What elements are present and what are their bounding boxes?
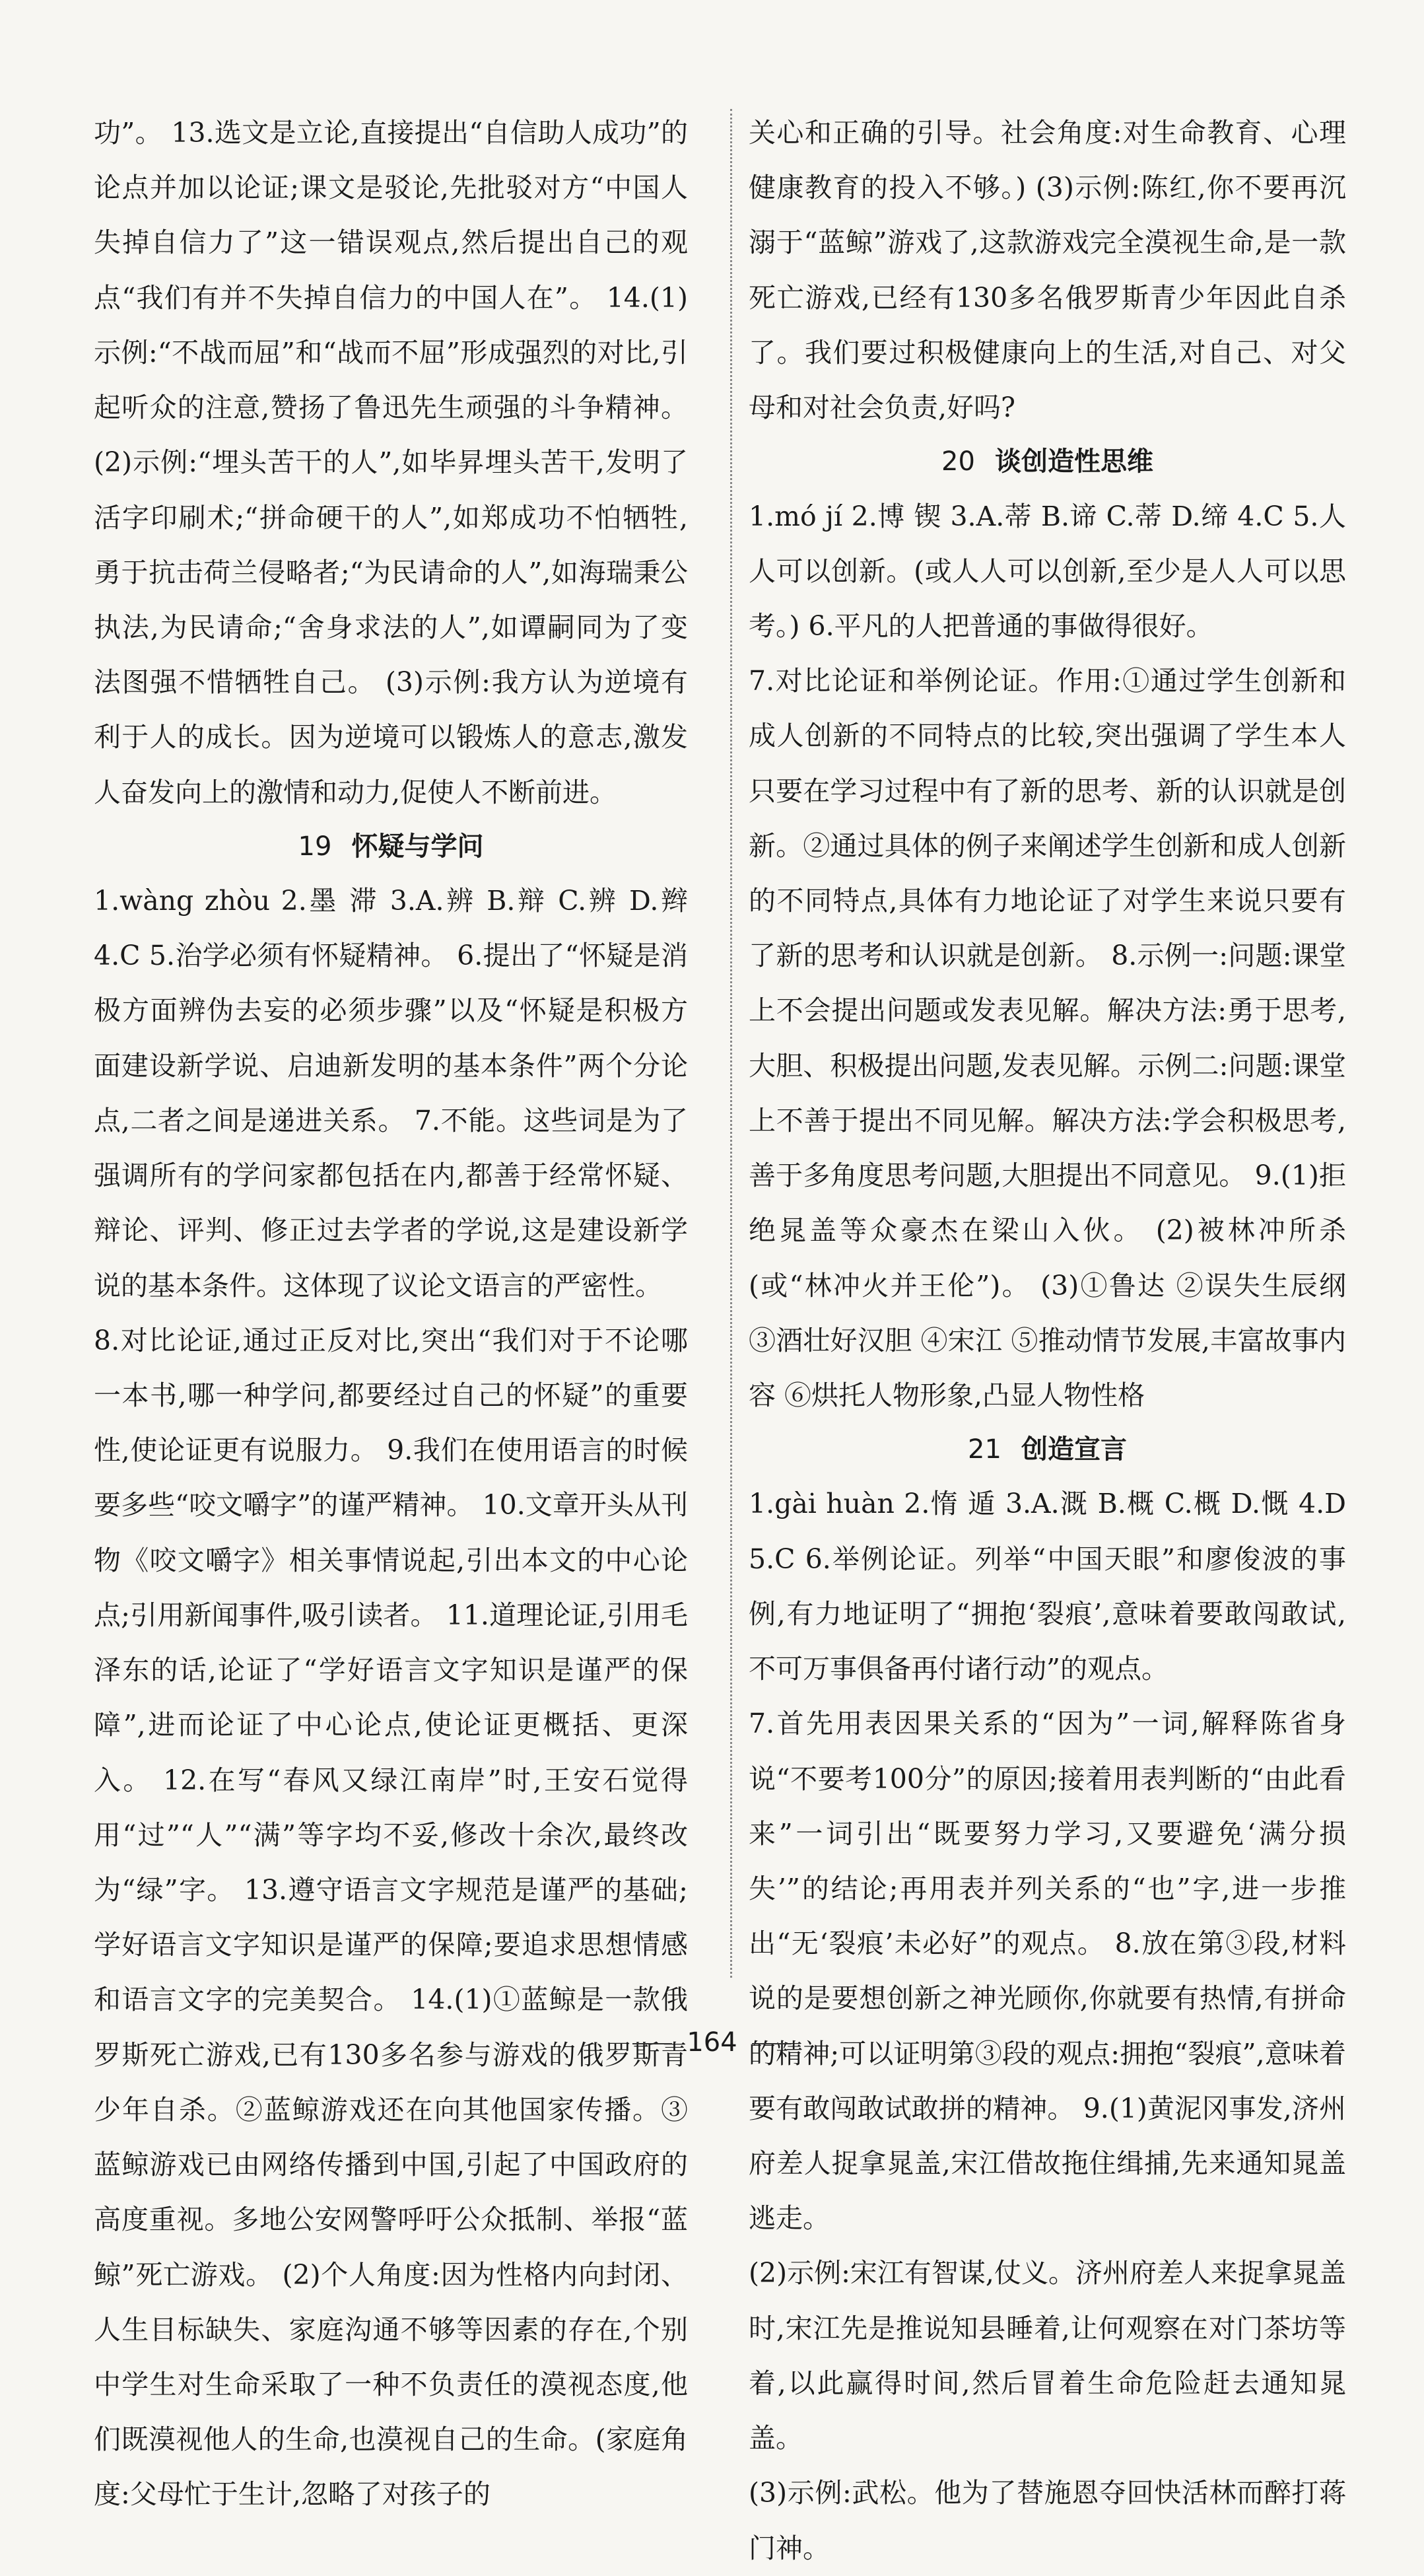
footer-dash [752,2043,792,2044]
answer-text: 1.wàng zhòu 2.墨 滞 3.A.辨 B.辩 C.辨 D.辫 4.C 5.治学必须有怀疑精神。 6.提出了“怀疑是消极方面辨伪去妄的必须步骤”以及“怀疑是积极方面建设新学说、启迪新发明的基本条件”两个分论点,二者之间是递进关系。 7.不能。这些词是为了强调所有的学问家都包括在内,都善于经常怀疑、辩论、评判、修正过去学者的学说,这是建设新学说的基本条件。这体现了议论文语言的严密性。 [94,885,688,1302]
section-title: 谈创造性思维 [994,446,1153,477]
answer-text: 功”。 13.选文是立论,直接提出“自信助人成功”的论点并加以论证;课文是驳论,先批驳对方“中国人失掉自信力了”这一错误观点,然后提出自己的观点“我们有并不失掉自信力的中国人在”。 14.(1)示例:“不战而屈”和“战而不屈”形成强烈的对比,引起听众的注意,赞扬了鲁迅先生顽强的斗争精神。 (2)示例:“埋头苦干的人”,如毕昇埋头苦干,发明了活字印刷术;“拼命硬干的人”,如郑成功不怕牺牲,勇于抗击荷兰侵略者;“为民请命的人”,如海瑞秉公执法,为民请命;“舍身求法的人”,如谭嗣同为了变法图强不惜牺牲自己。 (3)示例:我方认为逆境有利于人的成长。因为逆境可以锻炼人的意志,激发人奋发向上的激情和动力,促使人不断前进。 [94,117,688,808]
section-title: 创造宣言 [1021,1434,1127,1465]
answer-text: 7.对比论证和举例论证。作用:①通过学生创新和成人创新的不同特点的比较,突出强调了学生本人只要在学习过程中有了新的思考、新的认识就是创新。②通过具体的例子来阐述学生创新和成人创新的不同特点,具体有力地论证了对学生来说只要有了新的思考和认识就是创新。 8.示例一:问题:课堂上不会提出问题或发表见解。解决方法:勇于思考,大胆、积极提出问题,发表见解。示例二:问题:课堂上不善于提出不同见解。解决方法:学会积极思考,善于多角度思考问题,大胆提出不同意见。 9.(1)拒绝晁盖等众豪杰在梁山入伙。 (2)被林冲所杀(或“林冲火并王伦”)。 (3)①鲁达 ②误失生辰纲 ③酒壮好汉胆 ④宋江 ⑤推动情节发展,丰富故事内容 ⑥烘托人物形象,凸显人物性格 [749,665,1346,1411]
page-number: 164 [687,2027,737,2058]
answer-text: (2)示例:宋江有智谋,仗义。济州府差人来捉拿晁盖时,宋江先是推说知县睡着,让何观察在对门茶坊等着,以此赢得时间,然后冒着生命危险赶去通知晁盖。 [749,2257,1346,2454]
answer-text: 8.对比论证,通过正反对比,突出“我们对于不论哪一本书,哪一种学问,都要经过自己的怀疑”的重要性,使论证更有说服力。 9.我们在使用语言的时候要多些“咬文嚼字”的谨严精神。 10.文章开头从刊物《咬文嚼字》相关事情说起,引出本文的中心论点;引用新闻事件,吸引读者。 11.道理论证,引用毛泽东的话,论证了“学好语言文字知识是谨严的保障”,进而论证了中心论点,使论证更概括、更深入。 12.在写“春风又绿江南岸”时,王安石觉得用“过”“人”“满”等字均不妥,修改十余次,最终改为“绿”字。 13.遵守语言文字规范是谨严的基础;学好语言文字知识是谨严的保障;要追求思想情感和语言文字的完美契合。 14.(1)①蓝鲸是一款俄罗斯死亡游戏,已有130多名参与游戏的俄罗斯青少年自杀。②蓝鲸游戏还在向其他国家传播。③蓝鲸游戏已由网络传播到中国,引起了中国政府的高度重视。多地公安网警呼吁公众抵制、举报“蓝鲸”死亡游戏。 (2)个人角度:因为性格内向封闭、人生目标缺失、家庭沟通不够等因素的存在,个别中学生对生命采取了一种不负责任的漠视态度,他们既漠视他人的生命,也漠视自己的生命。(家庭角度:父母忙于生计,忽略了对孩子的 [94,1324,688,2511]
answer-text: 7.首先用表因果关系的“因为”一词,解释陈省身说“不要考100分”的原因;接着用表判断的“由此看来”一词引出“既要努力学习,又要避免‘满分损失’”的结论;再用表并列关系的“也”字,进一步推出“无‘裂痕’未必好”的观点。 8.放在第③段,材料说的是要想创新之神光顾你,你就要有热情,有拼命的精神;可以证明第③段的观点:拥抱“裂痕”,意味着要有敢闯敢试敢拼的精神。 9.(1)黄泥冈事发,济州府差人捉拿晁盖,宋江借故拖住缉捕,先来通知晁盖逃走。 [749,1708,1346,2235]
answer-text: 1.mó jí 2.博 锲 3.A.蒂 B.谛 C.蒂 D.缔 4.C 5.人人可以创新。(或人人可以创新,至少是人人可以思考。) 6.平凡的人把普通的事做得很好。 [749,500,1346,642]
section-heading [749,435,1346,489]
section-heading [749,1423,1346,1477]
footer-dash [632,2043,672,2044]
section-number: 20 [941,446,975,477]
answer-text: 关心和正确的引导。社会角度:对生命教育、心理健康教育的投入不够。) (3)示例:陈红,你不要再沉溺于“蓝鲸”游戏了,这款游戏完全漠视生命,是一款死亡游戏,已经有130多名俄罗斯青少年因此自杀了。我们要过积极健康向上的生活,对自己、对父母和对社会负责,好吗? [749,117,1346,424]
section-heading [94,820,688,874]
section-number: 21 [968,1434,1001,1465]
left-column [94,106,688,2523]
page-footer [0,2027,1424,2058]
section-number: 19 [298,831,332,862]
answer-text: (3)示例:武松。他为了替施恩夺回快活林而醉打蒋门神。 [749,2477,1346,2564]
right-column [749,106,1346,2576]
section-title: 怀疑与学问 [351,831,484,862]
column-divider [730,109,732,1978]
answer-text: 1.gài huàn 2.惰 遁 3.A.溉 B.概 C.概 D.慨 4.D 5.C 6.举例论证。列举“中国天眼”和廖俊波的事例,有力地证明了“拥抱‘裂痕’,意味着要敢闯敢试,不可万事俱备再付诸行动”的观点。 [749,1488,1346,1685]
